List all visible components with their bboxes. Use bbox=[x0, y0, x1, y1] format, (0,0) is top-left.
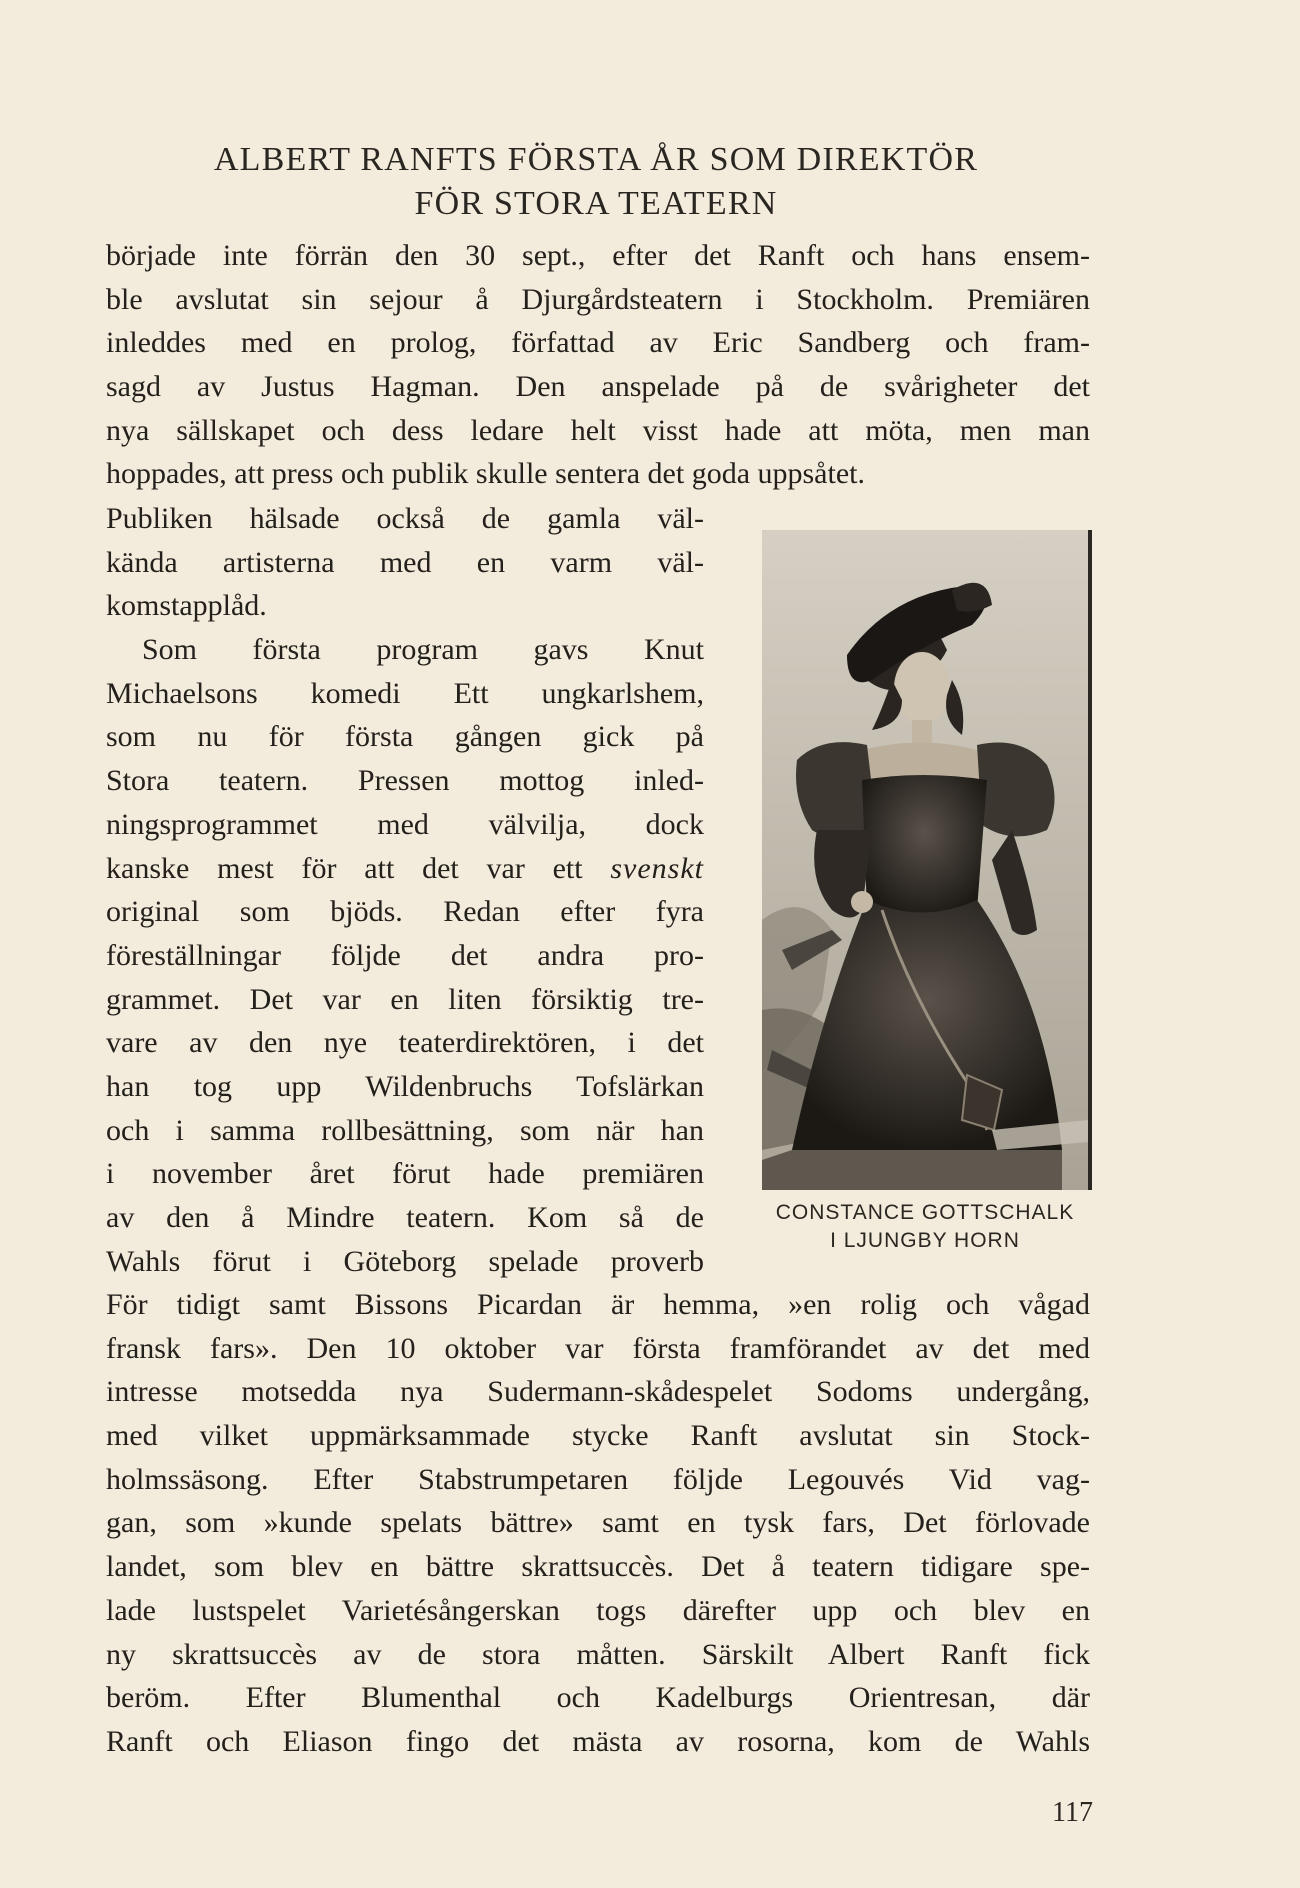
text-line: sagd av Justus Hagman. Den anspelade på de svårigheter det bbox=[106, 370, 1090, 404]
photo-caption bbox=[740, 1199, 1110, 1255]
text-line: original som bjöds. Redan efter fyra bbox=[106, 895, 704, 929]
portrait-photograph bbox=[762, 530, 1092, 1190]
text-line: Michaelsons komedi Ett ungkarlshem, bbox=[106, 676, 704, 710]
text-line: beröm. Efter Blumenthal och Kadelburgs Orientresan, där bbox=[106, 1681, 1090, 1715]
text-line: kända artisterna med en varm väl- bbox=[106, 545, 704, 579]
caption-line-2: I LJUNGBY HORN bbox=[830, 1229, 1020, 1252]
text-line: gan, som »kunde spelats bättre» samt en tysk fars, Det förlovade bbox=[106, 1506, 1090, 1540]
text-line: hoppades, att press och publik skulle sentera det goda uppsåtet. bbox=[106, 457, 865, 491]
page-number: 117 bbox=[1052, 1797, 1093, 1828]
text-line: som nu för första gången gick på bbox=[106, 720, 704, 754]
text-line: lade lustspelet Varietésångerskan togs därefter upp och blev en bbox=[106, 1593, 1090, 1627]
text-line: ningsprogrammet med välvilja, dock bbox=[106, 807, 704, 841]
text-line: intresse motsedda nya Sudermann-skådespelet Sodoms undergång, bbox=[106, 1375, 1090, 1409]
text-line: ble avslutat sin sejour å Djurgårdsteatern i Stockholm. Premiären bbox=[106, 282, 1090, 316]
text-line: med vilket uppmärksammade stycke Ranft avslutat sin Stock- bbox=[106, 1419, 1090, 1453]
text-line: föreställningar följde det andra pro- bbox=[106, 938, 704, 972]
body-text-top bbox=[106, 234, 1090, 496]
text-line: För tidigt samt Bissons Picardan är hemma, »en rolig och vågad bbox=[106, 1288, 1090, 1321]
text-line: Som första program gavs Knut bbox=[142, 633, 704, 667]
text-line: Stora teatern. Pressen mottog inled- bbox=[106, 764, 704, 798]
text-line: holmssäsong. Efter Stabstrumpetaren följde Legouvés Vid vag- bbox=[106, 1462, 1090, 1496]
text-line-with-italic bbox=[106, 847, 704, 891]
text-segment: kanske mest för att det var ett bbox=[106, 851, 583, 885]
text-line: började inte förrän den 30 sept., efter det Ranft och hans ensem- bbox=[106, 239, 1090, 272]
text-line: vare av den nye teaterdirektören, i det bbox=[106, 1026, 704, 1060]
body-text-bottom bbox=[106, 1283, 1090, 1764]
text-line: och i samma rollbesättning, som när han bbox=[106, 1113, 704, 1147]
text-line: han tog upp Wildenbruchs Tofslärkan bbox=[106, 1069, 704, 1103]
caption-line-1: CONSTANCE GOTTSCHALK bbox=[775, 1201, 1075, 1224]
chapter-heading-line-1: ALBERT RANFTS FÖRSTA ÅR SOM DIREKTÖR bbox=[213, 141, 979, 178]
text-line: fransk fars». Den 10 oktober var första framförandet av det med bbox=[106, 1331, 1090, 1365]
text-line: nya sällskapet och dess ledare helt visst hade att möta, men man bbox=[106, 413, 1090, 447]
text-line: komstapplåd. bbox=[106, 589, 267, 623]
text-line: Wahls förut i Göteborg spelade proverb bbox=[106, 1244, 704, 1278]
text-line: av den å Mindre teatern. Kom så de bbox=[106, 1201, 704, 1234]
portrait-illustration bbox=[762, 530, 1088, 1190]
text-line: inleddes med en prolog, författad av Eric Sandberg och fram- bbox=[106, 326, 1090, 360]
text-line: ny skrattsuccès av de stora måtten. Särskilt Albert Ranft fick bbox=[106, 1637, 1090, 1671]
text-line: Publiken hälsade också de gamla väl- bbox=[106, 502, 704, 535]
text-line: i november året förut hade premiären bbox=[106, 1157, 704, 1191]
text-line: landet, som blev en bättre skrattsuccès. Det å teatern tidigare spe- bbox=[106, 1550, 1090, 1584]
text-line: grammet. Det var en liten försiktig tre- bbox=[106, 982, 704, 1016]
chapter-heading bbox=[106, 138, 1086, 226]
italic-word: svenskt bbox=[610, 851, 704, 885]
text-line: Ranft och Eliason fingo det mästa av rosorna, kom de Wahls bbox=[106, 1724, 1090, 1758]
body-text-column bbox=[106, 497, 704, 1283]
chapter-heading-line-2: FÖR STORA TEATERN bbox=[414, 185, 778, 222]
